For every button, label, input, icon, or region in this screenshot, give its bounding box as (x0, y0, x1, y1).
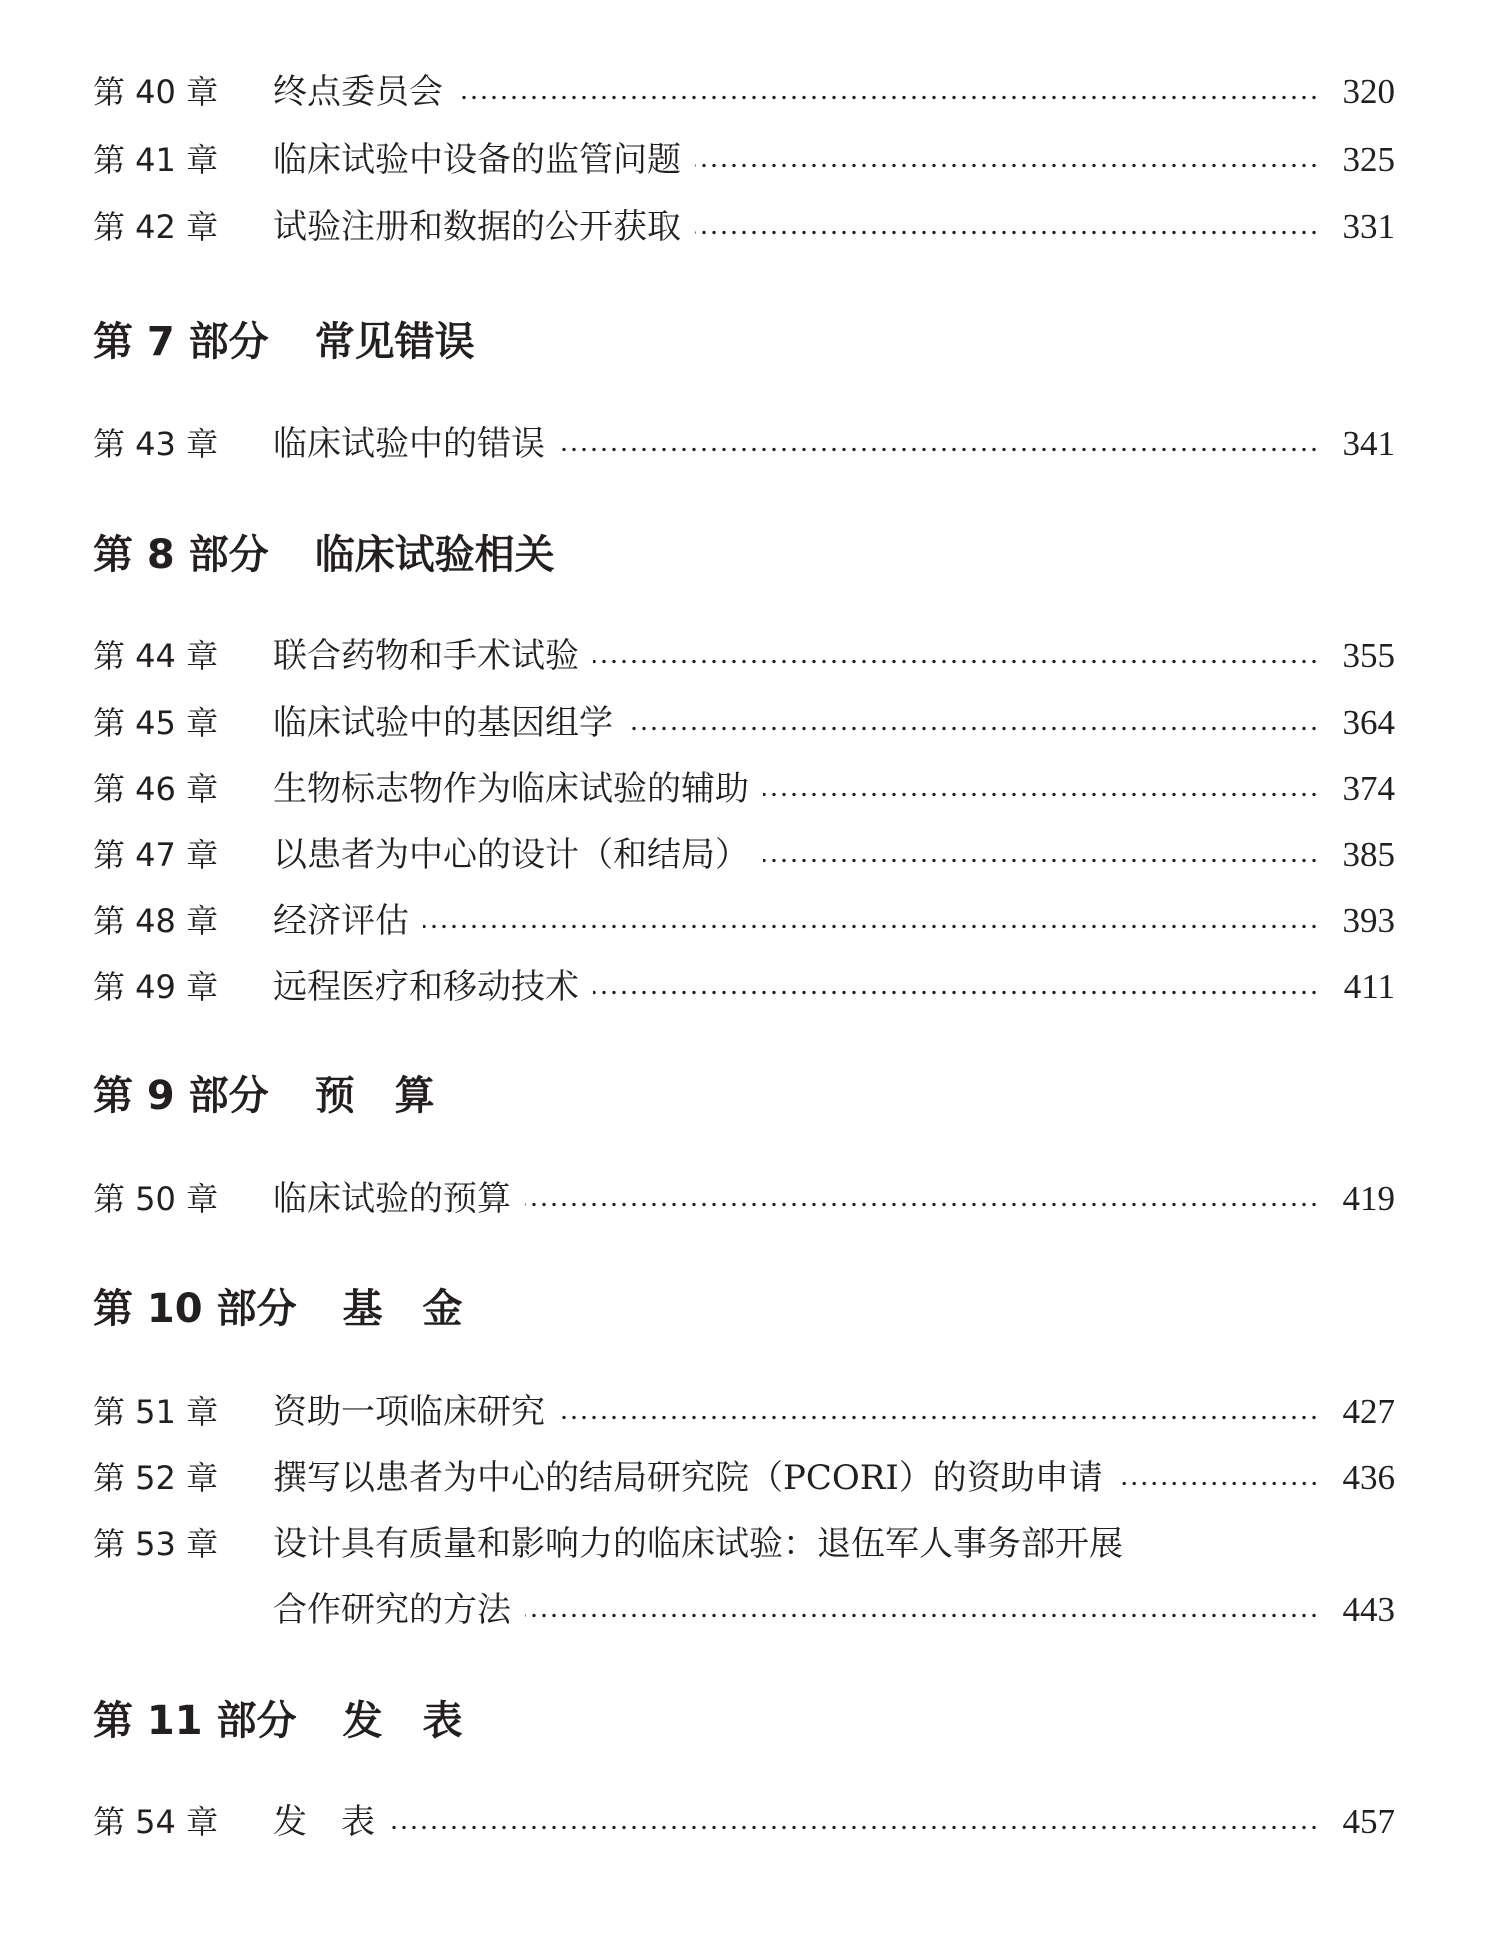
chapter-title: 设计具有质量和影响力的临床试验：退伍军人事务部开展 (273, 1524, 1123, 1564)
page-number: 385 (1342, 835, 1395, 874)
part-number: 第 9 部分 (93, 1073, 269, 1119)
chapter-title: 发 表 (273, 1802, 375, 1842)
toc-entry-ch43[interactable] (93, 417, 1395, 471)
page-number: 374 (1342, 769, 1395, 808)
toc-entry-ch44[interactable] (93, 629, 1395, 683)
chapter-title-continued: 合作研究的方法 (273, 1590, 511, 1630)
part-title: 预 算 (314, 1073, 435, 1119)
chapter-number: 第 40 章 (93, 73, 219, 111)
page-number: 419 (1342, 1179, 1395, 1218)
toc-entry-ch53[interactable] (93, 1517, 1395, 1571)
toc-entry-ch47[interactable] (93, 828, 1395, 882)
chapter-number: 第 53 章 (93, 1525, 219, 1563)
dot-leader (763, 858, 1319, 863)
chapter-number: 第 43 章 (93, 425, 219, 463)
page-number: 436 (1342, 1458, 1395, 1497)
part-title: 基 金 (342, 1286, 463, 1332)
page-number: 341 (1342, 424, 1395, 463)
dot-leader (423, 924, 1319, 929)
page-number: 320 (1342, 72, 1395, 111)
part-heading-8 (93, 525, 555, 585)
page-number: 443 (1342, 1590, 1395, 1629)
part-heading-10 (93, 1279, 463, 1339)
chapter-title: 临床试验中设备的监管问题 (273, 140, 681, 180)
chapter-title: 资助一项临床研究 (273, 1392, 545, 1432)
chapter-title: 以患者为中心的设计（和结局） (273, 835, 749, 875)
dot-leader (593, 659, 1319, 664)
dot-leader (559, 1415, 1319, 1420)
toc-entry-ch51[interactable] (93, 1385, 1395, 1439)
chapter-number: 第 41 章 (93, 141, 219, 179)
chapter-number: 第 44 章 (93, 637, 219, 675)
page-number: 325 (1342, 140, 1395, 179)
chapter-number: 第 42 章 (93, 208, 219, 246)
chapter-title: 试验注册和数据的公开获取 (273, 207, 681, 247)
page-number: 364 (1342, 703, 1395, 742)
toc-entry-ch46[interactable] (93, 762, 1395, 816)
part-number: 第 8 部分 (93, 532, 269, 578)
dot-leader (525, 1613, 1319, 1618)
toc-entry-ch54[interactable] (93, 1795, 1395, 1849)
dot-leader (525, 1202, 1319, 1207)
dot-leader (627, 726, 1319, 731)
dot-leader (1117, 1481, 1319, 1486)
chapter-title: 撰写以患者为中心的结局研究院（PCORI）的资助申请 (273, 1458, 1103, 1498)
chapter-title: 远程医疗和移动技术 (273, 967, 579, 1007)
page-number: 427 (1342, 1392, 1395, 1431)
chapter-number: 第 49 章 (93, 968, 219, 1006)
toc-entry-ch40[interactable] (93, 65, 1395, 119)
dot-leader (593, 990, 1319, 995)
chapter-number: 第 52 章 (93, 1459, 219, 1497)
page-number: 411 (1343, 967, 1395, 1006)
toc-entry-ch52[interactable] (93, 1451, 1395, 1505)
dot-leader (695, 230, 1319, 235)
page-number: 393 (1342, 901, 1395, 940)
toc-entry-ch50[interactable] (93, 1172, 1395, 1226)
chapter-title: 临床试验中的基因组学 (273, 703, 613, 743)
chapter-title: 临床试验的预算 (273, 1179, 511, 1219)
toc-entry-ch53-continued[interactable] (93, 1583, 1395, 1637)
part-title: 临床试验相关 (314, 532, 555, 578)
toc-entry-ch45[interactable] (93, 696, 1395, 750)
part-number: 第 11 部分 (93, 1698, 297, 1744)
part-number: 第 7 部分 (93, 319, 269, 365)
part-heading-11 (93, 1691, 463, 1751)
chapter-title: 联合药物和手术试验 (273, 636, 579, 676)
chapter-number: 第 50 章 (93, 1180, 219, 1218)
chapter-title: 终点委员会 (273, 72, 443, 112)
toc-entry-ch42[interactable] (93, 200, 1395, 254)
chapter-title: 经济评估 (273, 901, 409, 941)
page-number: 355 (1342, 636, 1395, 675)
chapter-number: 第 45 章 (93, 704, 219, 742)
dot-leader (763, 792, 1319, 797)
dot-leader (457, 95, 1319, 100)
chapter-title: 临床试验中的错误 (273, 424, 545, 464)
chapter-number: 第 51 章 (93, 1393, 219, 1431)
chapter-number: 第 54 章 (93, 1803, 219, 1841)
dot-leader (559, 447, 1319, 452)
chapter-number: 第 46 章 (93, 770, 219, 808)
dot-leader (389, 1825, 1319, 1830)
chapter-title: 生物标志物作为临床试验的辅助 (273, 769, 749, 809)
toc-entry-ch49[interactable] (93, 960, 1395, 1014)
part-title: 发 表 (342, 1698, 463, 1744)
chapter-number: 第 48 章 (93, 902, 219, 940)
toc-entry-ch41[interactable] (93, 133, 1395, 187)
dot-leader (695, 163, 1319, 168)
page-number: 331 (1342, 207, 1395, 246)
part-number: 第 10 部分 (93, 1286, 297, 1332)
chapter-number: 第 47 章 (93, 836, 219, 874)
toc-entry-ch48[interactable] (93, 894, 1395, 948)
page-number: 457 (1342, 1802, 1395, 1841)
part-title: 常见错误 (314, 319, 475, 365)
part-heading-9 (93, 1066, 435, 1126)
part-heading-7 (93, 312, 475, 372)
